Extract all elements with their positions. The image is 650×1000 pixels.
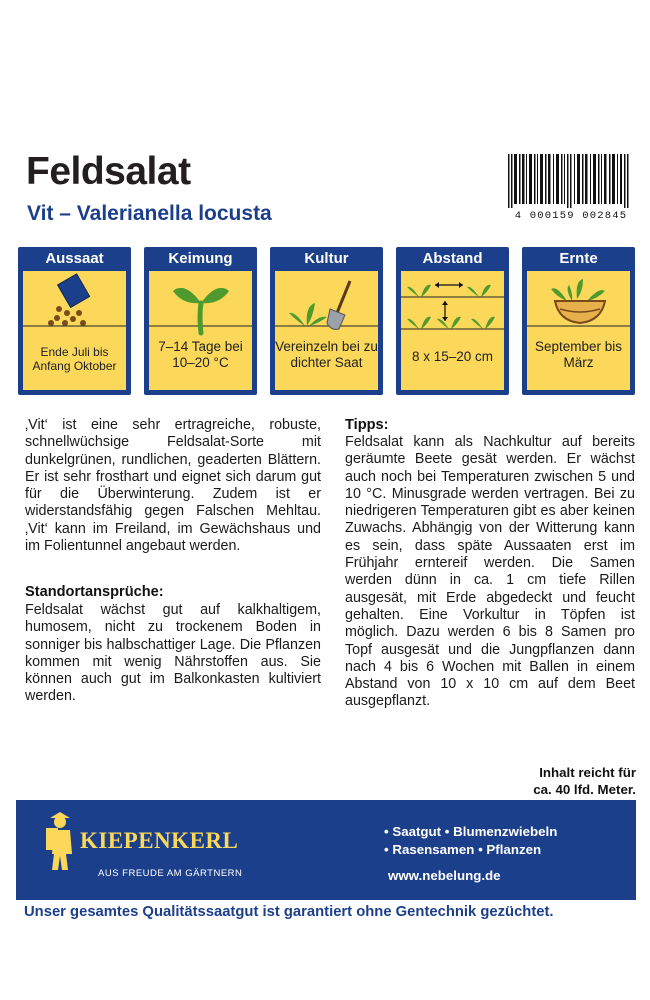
product-title: Feldsalat [26,150,191,193]
panel-caption: Vereinzeln bei zu dichter Saat [275,339,378,370]
tips-text: Feldsalat kann als Nachkultur auf bereits geräumte Beete gesät werden. Er wächst auch noch bei Temperaturen zwischen 5 und 10 °C. Minusgrade werden vertragen. Bei zu niedrigeren Temperaturen gibt es aber keinen Zuwachs. Abhängig von der Witterung kann es sein, dass späte Aussaaten erst im Frühjahr erntereif werden. Die Samen werden dünn in ca. 1 cm tiefe Rillen ausgesät, mit Erde abgedeckt und feucht gehalten. Eine Vorkultur in Töpfen ist möglich. Dazu werden 6 bis 8 Samen pro Topf ausgesät und die Jungpflanzen dann nach 4 bis 6 Wochen mit Ballen in einem Abstand von 10 x 10 cm auf dem Beet ausgepflanzt. [345,434,635,710]
brand-banner [16,800,636,900]
panel-kultur [270,247,383,395]
panel-keimung [144,247,257,395]
brand-website[interactable]: www.nebelung.de [388,868,501,883]
panel-ernte [522,247,635,395]
brand-tagline: AUS FREUDE AM GÄRTNERN [98,868,243,879]
panel-caption: 7–14 Tage bei 10–20 °C [158,339,243,370]
kiepenkerl-figure-icon [40,812,80,872]
panel-label: Aussaat [45,250,104,267]
spacing-rows-icon [401,271,504,336]
brand-logo-text: KIEPENKERL [80,828,239,853]
panel-caption: 8 x 15–20 cm [411,349,494,364]
tips-heading: Tipps: [345,417,389,433]
product-subtitle: Vit – Valerianella locusta [27,202,272,225]
barcode-number: 4 000159 002845 [514,210,628,222]
panel-caption: September bis März [534,339,623,370]
panel-label: Keimung [168,250,233,267]
contents-info [440,764,636,798]
harvest-bowl-icon [527,271,630,336]
panel-label: Abstand [422,250,483,267]
thinning-shovel-icon [275,271,378,336]
panel-aussaat [18,247,131,395]
cultivation-panels [18,247,634,397]
contents-line-2: ca. 40 lfd. Meter. [533,782,636,797]
panel-label: Kultur [304,250,349,267]
contents-line-1: Inhalt reicht für [539,765,636,780]
seed-packet-icon [23,271,126,336]
location-text: Feldsalat wächst gut auf kalkhaltigem, humosem, nicht zu trockenem Boden in sonniger bis halbschattiger Lage. Die Pflanzen kommen mit wenig Nährstoffen aus. Sie können auch gut im Balkonkasten kultiviert werden. [25,602,321,705]
barcode [508,154,632,208]
panel-caption: Ende Juli bis Anfang Oktober [32,345,117,373]
gmo-free-statement: Unser gesamtes Qualitätssaatgut ist garantiert ohne Gentechnik gezüchtet. [24,904,554,920]
location-heading: Standortansprüche: [25,584,164,600]
brand-feature-1: • Saatgut • Blumenzwiebeln [384,824,558,839]
panel-label: Ernte [559,250,598,267]
variety-description: ‚Vit‘ ist eine sehr ertragreiche, robuste, schnellwüchsige Feldsalat-Sorte mit dunkelgrünen, rundlichen, geaderten Blättern. Er ist sehr frosthart und eignet sich darum gut für die Überwinterung. Zudem ist er widerstandsfähig gegen Falschen Mehltau. ‚Vit‘ kann im Freiland, im Gewächshaus und im Folientunnel angebaut werden. [25,417,321,555]
brand-feature-2: • Rasensamen • Pflanzen [384,842,542,857]
seedling-icon [149,271,252,336]
panel-abstand [396,247,509,395]
